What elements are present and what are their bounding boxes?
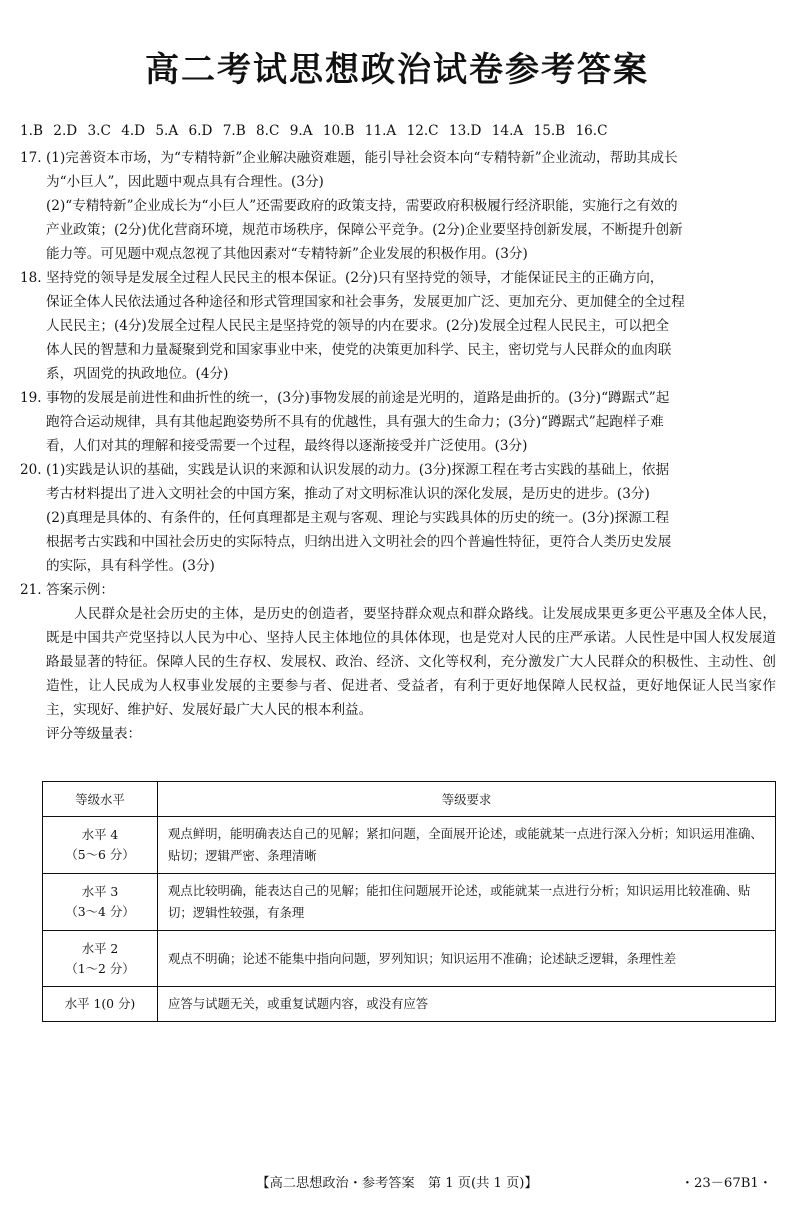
footer-page-info: 【高二思想政治・参考答案 第 1 页(共 1 页)】 bbox=[256, 1176, 538, 1191]
table-header-row bbox=[43, 782, 776, 817]
page-title: 高二考试思想政治试卷参考答案 bbox=[145, 50, 649, 90]
choice-answer: 15.B bbox=[533, 123, 566, 139]
level-cell bbox=[43, 817, 158, 874]
answer-line: 产业政策；(2分)优化营商环境，规范市场秩序，保障公平竞争。(2分)企业要坚持创新发展，不断提升创新 bbox=[46, 222, 683, 238]
requirement-cell: 应答与试题无关，或重复试题内容，或没有应答 bbox=[158, 987, 776, 1022]
choice-answer: 5.A bbox=[155, 123, 179, 139]
answer-20 bbox=[20, 458, 776, 578]
choice-answer: 13.D bbox=[448, 123, 482, 139]
requirement-cell: 观点不明确；论述不能集中指向问题，罗列知识；知识运用不准确；论述缺乏逻辑，条理性差 bbox=[158, 931, 776, 987]
answer-line: 为“小巨人”，因此题中观点具有合理性。(3分) bbox=[46, 174, 324, 190]
answer-18 bbox=[20, 266, 776, 386]
answer-21 bbox=[20, 578, 776, 746]
table-row bbox=[43, 987, 776, 1022]
answer-line: 系，巩固党的执政地位。(4分) bbox=[46, 366, 229, 382]
level-cell bbox=[43, 931, 158, 987]
answer-line: 人民民主；(4分)发展全过程人民民主是坚持党的领导的内在要求。(2分)发展全过程人民民主，可以把全 bbox=[46, 318, 670, 334]
answer-line: 的实际，具有科学性。(3分) bbox=[46, 558, 215, 574]
choice-answer: 3.C bbox=[87, 123, 111, 139]
choice-answer: 6.D bbox=[188, 123, 213, 139]
answer-line: (1)完善资本市场，为“专精特新”企业解决融资难题，能引导社会资本向“专精特新”企业流动，帮助其成长 bbox=[46, 150, 678, 166]
answer-body bbox=[20, 146, 776, 746]
question-number: 18. bbox=[20, 270, 42, 286]
question-number: 17. bbox=[20, 150, 42, 166]
level-range: （5～6 分） bbox=[65, 847, 135, 862]
choice-answer: 4.D bbox=[121, 123, 146, 139]
column-header-requirement: 等级要求 bbox=[158, 782, 776, 817]
requirement-cell: 观点鲜明，能明确表达自己的见解；紧扣问题，全面展开论述，或能就某一点进行深入分析；知识运用准确、贴切；逻辑严密、条理清晰 bbox=[158, 817, 776, 874]
sample-answer-paragraph: 人民群众是社会历史的主体，是历史的创造者，要坚持群众观点和群众路线。让发展成果更多更公平惠及全体人民，既是中国共产党坚持以人民为中心、坚持人民主体地位的具体体现，也是党对人民的庄严承诺。人民性是中国人权发展道路最显著的特征。保障人民的生存权、发展权、政治、经济、文化等权利，充分激发广大人民群众的积极性、主动性、创造性，让人民成为人权事业发展的主要参与者、促进者、受益者，有利于更好地保障人民权益，更好地保证人民当家作主，实现好、维护好、发展好最广大人民的根本利益。 bbox=[46, 606, 776, 718]
answer-line: 坚持党的领导是发展全过程人民民主的根本保证。(2分)只有坚持党的领导，才能保证民主的正确方向， bbox=[46, 270, 664, 286]
answer-line: 事物的发展是前进性和曲折性的统一，(3分)事物发展的前途是光明的，道路是曲折的。(3分)“蹲踞式”起 bbox=[46, 390, 670, 406]
grading-scale-table-wrap bbox=[42, 781, 776, 1022]
choice-answer: 12.C bbox=[406, 123, 439, 139]
choice-answers bbox=[20, 120, 780, 142]
choice-answer: 10.B bbox=[322, 123, 355, 139]
question-number: 19. bbox=[20, 390, 42, 406]
scale-title: 评分等级量表： bbox=[46, 726, 142, 742]
choice-answer: 14.A bbox=[491, 123, 524, 139]
answer-line: 看，人们对其的理解和接受需要一个过程，最终得以逐渐接受并广泛使用。(3分) bbox=[46, 438, 528, 454]
level-range: （3～4 分） bbox=[65, 904, 135, 919]
requirement-cell: 观点比较明确，能表达自己的见解；能扣住问题展开论述，或能就某一点进行分析；知识运用比较准确、贴切；逻辑性较强，有条理 bbox=[158, 874, 776, 931]
level-name: 水平 2 bbox=[81, 940, 119, 956]
answer-line: (1)实践是认识的基础，实践是认识的来源和认识发展的动力。(3分)探源工程在考古实践的基础上，依据 bbox=[46, 462, 670, 478]
level-name: 水平 1(0 分) bbox=[64, 996, 136, 1011]
choice-answer: 8.C bbox=[256, 123, 280, 139]
level-name: 水平 3 bbox=[81, 884, 119, 899]
question-number: 21. bbox=[20, 582, 42, 598]
choice-answer: 16.C bbox=[575, 123, 608, 139]
answer-intro: 答案示例： bbox=[46, 582, 114, 598]
answer-17 bbox=[20, 146, 776, 266]
answer-line: 跑符合运动规律，具有其他起跑姿势所不具有的优越性，具有强大的生命力；(3分)“蹲踞式”起跑样子难 bbox=[46, 414, 664, 430]
answer-19 bbox=[20, 386, 776, 458]
table-row bbox=[43, 931, 776, 987]
answer-line: 保证全体人民依法通过各种途径和形式管理国家和社会事务，发展更加广泛、更加充分、更加健全的全过程 bbox=[46, 294, 685, 310]
level-cell bbox=[43, 874, 158, 931]
table-row bbox=[43, 817, 776, 874]
level-name: 水平 4 bbox=[81, 827, 119, 842]
answer-line: (2)真理是具体的、有条件的，任何真理都是主观与客观、理论与实践具体的历史的统一。(3分)探源工程 bbox=[46, 510, 670, 526]
choice-answer: 11.A bbox=[364, 123, 397, 139]
answer-line: 根据考古实践和中国社会历史的实际特点，归纳出进入文明社会的四个普遍性特征，更符合人类历史发展 bbox=[46, 534, 672, 550]
grading-scale-table bbox=[42, 781, 776, 1022]
answer-line: (2)“专精特新”企业成长为“小巨人”还需要政府的政策支持，需要政府积极履行经济职能，实施行之有效的 bbox=[46, 198, 678, 214]
level-range: （1～2 分） bbox=[65, 960, 135, 976]
level-cell bbox=[43, 987, 158, 1022]
choice-answer: 2.D bbox=[53, 123, 78, 139]
column-header-level: 等级水平 bbox=[43, 782, 158, 817]
answer-line: 能力等。可见题中观点忽视了其他因素对“专精特新”企业发展的积极作用。(3分) bbox=[46, 246, 528, 262]
choice-answer: 1.B bbox=[20, 123, 43, 139]
answer-line: 考古材料提出了进入文明社会的中国方案，推动了对文明标准认识的深化发展，是历史的进步。(3分) bbox=[46, 486, 650, 502]
table-row bbox=[43, 874, 776, 931]
choice-answer: 7.B bbox=[222, 123, 246, 139]
choice-answer: 9.A bbox=[289, 123, 313, 139]
question-number: 20. bbox=[20, 462, 42, 478]
answer-line: 体人民的智慧和力量凝聚到党和国家事业中来，使党的决策更加科学、民主，密切党与人民群众的血肉联 bbox=[46, 342, 672, 358]
footer-code: ・23－67B1・ bbox=[680, 1176, 772, 1191]
